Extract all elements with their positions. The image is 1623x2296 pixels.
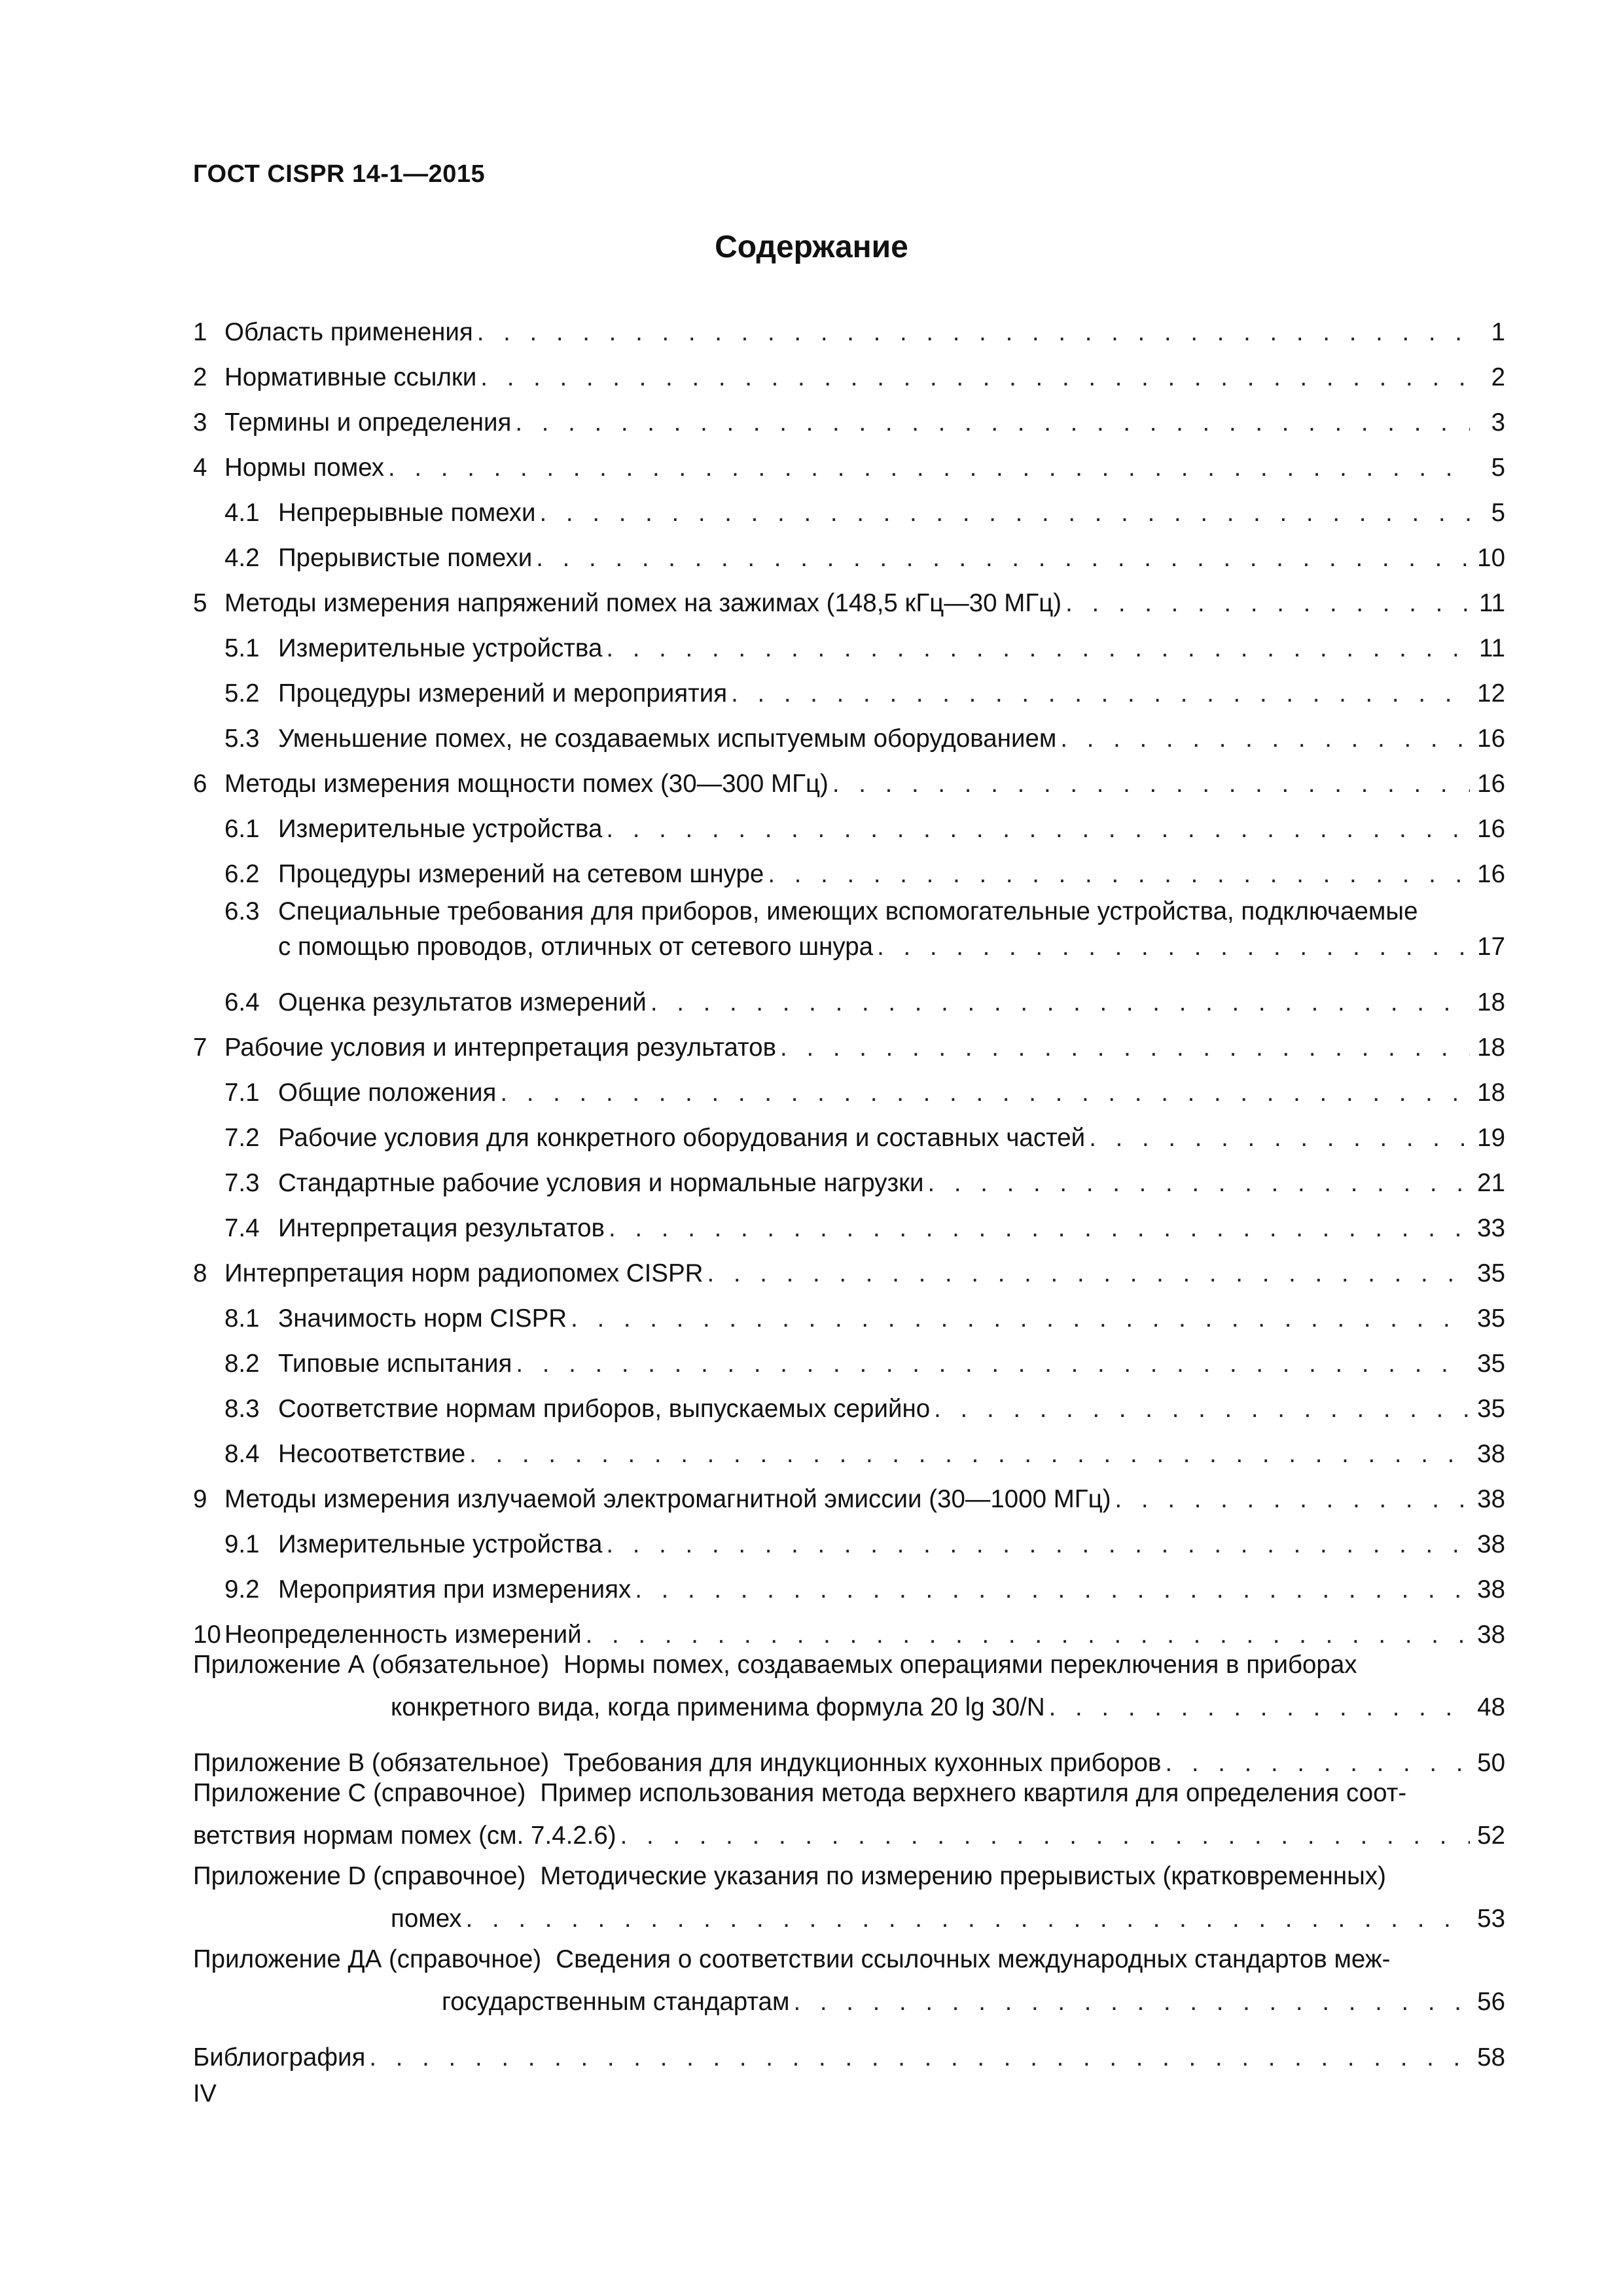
toc-entry[interactable] [193, 1063, 1505, 1108]
toc-entry-page: 38 [1477, 1530, 1505, 1558]
toc-entry[interactable] [193, 1289, 1505, 1334]
toc-entry[interactable] [193, 393, 1505, 438]
toc-entry-page: 18 [1477, 988, 1505, 1016]
toc-entry-number: 6 [193, 770, 207, 798]
toc-entry[interactable] [193, 1244, 1505, 1289]
toc-entry-page: 38 [1477, 1575, 1505, 1604]
toc-entry-page: 3 [1491, 408, 1505, 437]
toc-entry-page: 35 [1477, 1395, 1505, 1423]
toc-entry-text: Термины и определения [224, 408, 512, 437]
toc-entry-number: 8.1 [224, 1304, 260, 1333]
toc-entry[interactable] [193, 664, 1505, 709]
toc-entry-line [193, 1861, 1505, 1899]
toc-entry-text: Типовые испытания [278, 1350, 512, 1378]
toc-entry-page: 2 [1491, 363, 1505, 391]
toc-entry-number: 7.4 [224, 1214, 260, 1242]
leader-dots [707, 1259, 1470, 1289]
toc-entry-number: 2 [193, 363, 207, 391]
leader-dots [540, 498, 1470, 528]
toc-entry-number: 4.2 [224, 544, 260, 572]
toc-entry-text: Нормы помех, создаваемых операциями переключения в приборах [563, 1651, 1357, 1679]
leader-dots [793, 1987, 1470, 2017]
leader-dots [606, 814, 1470, 844]
toc-entry-text: Непрерывные помехи [278, 499, 536, 527]
toc-entry[interactable] [193, 844, 1505, 889]
leader-dots [466, 1904, 1470, 1934]
toc-entry-number: 1 [193, 318, 207, 346]
leader-dots [515, 408, 1470, 438]
toc-entry-line [193, 889, 1505, 927]
toc-entry-number: Приложение D (справочное) [193, 1862, 526, 1890]
toc-entry-text: Сведения о соответствии ссылочных международных стандартов меж- [556, 1945, 1391, 1973]
leader-dots [606, 634, 1470, 664]
toc-entry-number: 6.2 [224, 860, 260, 888]
toc-entry-number: 9 [193, 1485, 207, 1513]
toc-entry-number: Приложение А (обязательное) [193, 1651, 550, 1679]
toc-entry-number: 5 [193, 589, 207, 617]
leader-dots [536, 543, 1470, 573]
toc-entry-line [193, 1650, 1505, 1687]
toc-entry-text: Рабочие условия для конкретного оборудования и составных частей [278, 1124, 1086, 1152]
toc-entry-page: 16 [1477, 770, 1505, 798]
toc-entry-text: Прерывистые помехи [278, 544, 533, 572]
toc-entry[interactable] [193, 1469, 1505, 1515]
toc-entry-text-continued: государственным стандартам [442, 1988, 790, 2016]
toc-entry-number: Приложение С (справочное) [193, 1779, 526, 1807]
leader-dots [1115, 1484, 1470, 1515]
toc-entry-line [193, 1687, 1505, 1723]
toc-entry[interactable] [193, 1198, 1505, 1244]
leader-dots [1065, 588, 1470, 619]
toc-entry-page: 56 [1477, 1988, 1505, 2016]
leader-dots [620, 1821, 1470, 1851]
toc-entry-number: 8.3 [224, 1395, 260, 1423]
toc-entry-page: 35 [1477, 1259, 1505, 1287]
toc-entry-page: 50 [1477, 1749, 1505, 1777]
leader-dots [571, 1304, 1470, 1334]
toc-entry-number: 9.2 [224, 1575, 260, 1604]
toc-entry[interactable] [193, 973, 1505, 1018]
toc-entry-text: Измерительные устройства [278, 815, 603, 843]
toc-entry-text: Требования для индукционных кухонных приборов [563, 1749, 1162, 1777]
toc-entry-page: 38 [1477, 1440, 1505, 1468]
leader-dots [780, 1033, 1470, 1063]
toc-entry-number: 5.3 [224, 725, 260, 753]
toc-entry-number: 6.3 [224, 897, 260, 925]
page-number: IV [193, 2080, 217, 2108]
toc-entry-page: 5 [1491, 499, 1505, 527]
toc-entry-number: 9.1 [224, 1530, 260, 1558]
toc-entry-page: 16 [1477, 860, 1505, 888]
toc-entry[interactable] [193, 1018, 1505, 1063]
toc-entry[interactable] [193, 1108, 1505, 1153]
leader-dots [516, 1349, 1470, 1379]
toc-entry[interactable] [193, 1945, 1505, 2028]
toc-entry-page: 16 [1477, 725, 1505, 753]
leader-dots [369, 2043, 1470, 2073]
toc-entry-page: 12 [1477, 679, 1505, 708]
toc-entry[interactable] [193, 348, 1505, 393]
toc-entry-number: 6.1 [224, 815, 260, 843]
toc-entry[interactable] [193, 1515, 1505, 1560]
toc-entry-line [193, 1899, 1505, 1934]
toc-entry-page: 53 [1477, 1905, 1505, 1933]
leader-dots [469, 1439, 1470, 1469]
toc-entry-text: Оценка результатов измерений [278, 988, 647, 1016]
leader-dots [609, 1213, 1470, 1244]
toc-entry-number: 8.2 [224, 1350, 260, 1378]
toc-entry[interactable] [193, 483, 1505, 528]
toc-entry[interactable] [193, 1778, 1505, 1861]
toc-title: Содержание [715, 230, 908, 264]
toc-entry-line [193, 1982, 1505, 2017]
toc-entry-page: 5 [1491, 454, 1505, 482]
toc-entry-number: 7 [193, 1033, 207, 1062]
leader-dots [477, 317, 1470, 348]
toc-entry-number: 7.3 [224, 1169, 260, 1197]
toc-entry-text: Рабочие условия и интерпретация результатов [224, 1033, 777, 1062]
toc-entry-text: Методы измерения напряжений помех на зажимах (148,5 кГц—30 МГц) [224, 589, 1062, 617]
toc-entry-number: 4.1 [224, 499, 260, 527]
toc-entry-page: 11 [1479, 634, 1505, 662]
toc-entry-number: 10 [193, 1621, 221, 1649]
toc-entry-number: 4 [193, 454, 207, 482]
toc-entry-page: 48 [1477, 1693, 1505, 1721]
toc-entry-text-continued: с помощью проводов, отличных от сетевого шнура [278, 933, 874, 961]
toc-entry[interactable] [193, 1379, 1505, 1424]
toc-entry-page: 16 [1477, 815, 1505, 843]
toc-entry[interactable] [193, 528, 1505, 573]
toc-entry-number: Приложение В (обязательное) [193, 1749, 550, 1777]
toc-entry-text: Методы измерения мощности помех (30—300 МГц) [224, 770, 829, 798]
toc-entry-text: Методические указания по измерению прерывистых (кратковременных) [540, 1862, 1386, 1890]
leader-dots [1049, 1693, 1470, 1723]
toc-entry-text: Область применения [224, 318, 473, 346]
toc-entry-page: 17 [1477, 933, 1505, 961]
toc-entry-number: 8.4 [224, 1440, 260, 1468]
toc-entry-page: 38 [1477, 1485, 1505, 1513]
toc-entry-number: 5.1 [224, 634, 260, 662]
toc-entry[interactable] [193, 1733, 1505, 1778]
toc-entry-page: 33 [1477, 1214, 1505, 1242]
toc-entry-text: Библиография [193, 2043, 366, 2072]
toc-entry-number: 6.4 [224, 988, 260, 1016]
toc-entry[interactable] [193, 754, 1505, 799]
leader-dots [586, 1620, 1470, 1650]
toc-entry-number: 7.2 [224, 1124, 260, 1152]
leader-dots [1165, 1748, 1470, 1778]
leader-dots [635, 1575, 1470, 1605]
toc-entry-text: Нормативные ссылки [224, 363, 477, 391]
toc-entry[interactable] [193, 1861, 1505, 1945]
toc-entry-page: 11 [1479, 589, 1505, 617]
toc-entry-text-continued: ветствия нормам помех (см. 7.4.2.6) [193, 1821, 616, 1850]
leader-dots [1089, 1123, 1470, 1153]
toc-entry[interactable] [193, 1334, 1505, 1379]
toc-entry[interactable] [193, 1153, 1505, 1198]
toc-entry-number: 3 [193, 408, 207, 437]
toc-entry-text: Процедуры измерений на сетевом шнуре [278, 860, 764, 888]
toc-entry-text: Мероприятия при измерениях [278, 1575, 632, 1604]
toc-entry-page: 18 [1477, 1079, 1505, 1107]
toc-entry[interactable] [193, 302, 1505, 348]
toc-entry-page: 21 [1477, 1169, 1505, 1197]
toc-entry-text: Несоответствие [278, 1440, 466, 1468]
toc-entry[interactable] [193, 1424, 1505, 1469]
leader-dots [768, 859, 1470, 889]
leader-dots [480, 363, 1470, 393]
toc-entry-page: 35 [1477, 1350, 1505, 1378]
toc-entry[interactable] [193, 619, 1505, 664]
toc-entry-page: 19 [1477, 1124, 1505, 1152]
toc-entry[interactable] [193, 799, 1505, 844]
toc-entry-page: 1 [1491, 318, 1505, 346]
toc-entry-page: 35 [1477, 1304, 1505, 1333]
toc-entry-page: 38 [1477, 1621, 1505, 1649]
toc-entry-text: Процедуры измерений и мероприятия [278, 679, 728, 708]
toc-entry-text: Измерительные устройства [278, 1530, 603, 1558]
leader-dots [606, 1530, 1470, 1560]
toc-entry[interactable] [193, 573, 1505, 619]
leader-dots [832, 769, 1470, 799]
toc-entry-text-continued: конкретного вида, когда применима формула 20 lg 30/N [391, 1693, 1045, 1721]
toc-entry-text: Специальные требования для приборов, имеющих вспомогательные устройства, подключаемые [278, 897, 1418, 925]
toc-entry-page: 10 [1477, 544, 1505, 572]
toc-entry[interactable] [193, 438, 1505, 483]
toc-entry-page: 52 [1477, 1821, 1505, 1850]
toc-entry-text: Интерпретация норм радиопомех CISPR [224, 1259, 704, 1287]
toc-entry[interactable] [193, 1560, 1505, 1605]
leader-dots [1060, 724, 1470, 754]
table-of-contents [193, 302, 1505, 2073]
toc-entry-text: Методы измерения излучаемой электромагнитной эмиссии (30—1000 МГц) [224, 1485, 1111, 1513]
leader-dots [651, 988, 1470, 1018]
toc-entry[interactable] [193, 2028, 1505, 2073]
toc-entry-number: 7.1 [224, 1079, 260, 1107]
toc-entry-text: Общие положения [278, 1079, 497, 1107]
toc-entry-text: Значимость норм CISPR [278, 1304, 567, 1333]
leader-dots [927, 1168, 1470, 1198]
toc-entry[interactable] [193, 1605, 1505, 1650]
toc-entry-number: 5.2 [224, 679, 260, 708]
toc-entry-text: Уменьшение помех, не создаваемых испытуемым оборудованием [278, 725, 1057, 753]
leader-dots [500, 1078, 1470, 1108]
toc-entry-number: 8 [193, 1259, 207, 1287]
leader-dots [877, 932, 1470, 962]
toc-entry-text: Пример использования метода верхнего квартиля для определения соот- [540, 1779, 1407, 1807]
toc-entry-text: Интерпретация результатов [278, 1214, 605, 1242]
toc-entry-text-continued: помех [391, 1905, 462, 1933]
toc-entry-line [193, 1778, 1505, 1816]
toc-entry-text: Измерительные устройства [278, 634, 603, 662]
toc-entry-line [193, 927, 1505, 962]
toc-entry[interactable] [193, 889, 1505, 973]
toc-entry-line [193, 1945, 1505, 1982]
toc-entry-text: Нормы помех [224, 454, 385, 482]
leader-dots [388, 453, 1470, 483]
leader-dots [934, 1394, 1470, 1424]
document-id-header: ГОСТ CISPR 14-1—2015 [193, 160, 486, 188]
toc-entry-page: 58 [1477, 2043, 1505, 2072]
toc-entry-text: Стандартные рабочие условия и нормальные нагрузки [278, 1169, 924, 1197]
leader-dots [731, 679, 1470, 709]
toc-entry-text: Неопределенность измерений [224, 1621, 582, 1649]
toc-entry-line [193, 1816, 1505, 1851]
toc-entry-page: 18 [1477, 1033, 1505, 1062]
toc-entry[interactable] [193, 1650, 1505, 1733]
toc-entry-text: Соответствие нормам приборов, выпускаемых серийно [278, 1395, 931, 1423]
toc-entry[interactable] [193, 709, 1505, 754]
toc-entry-number: Приложение ДА (справочное) [193, 1945, 542, 1973]
